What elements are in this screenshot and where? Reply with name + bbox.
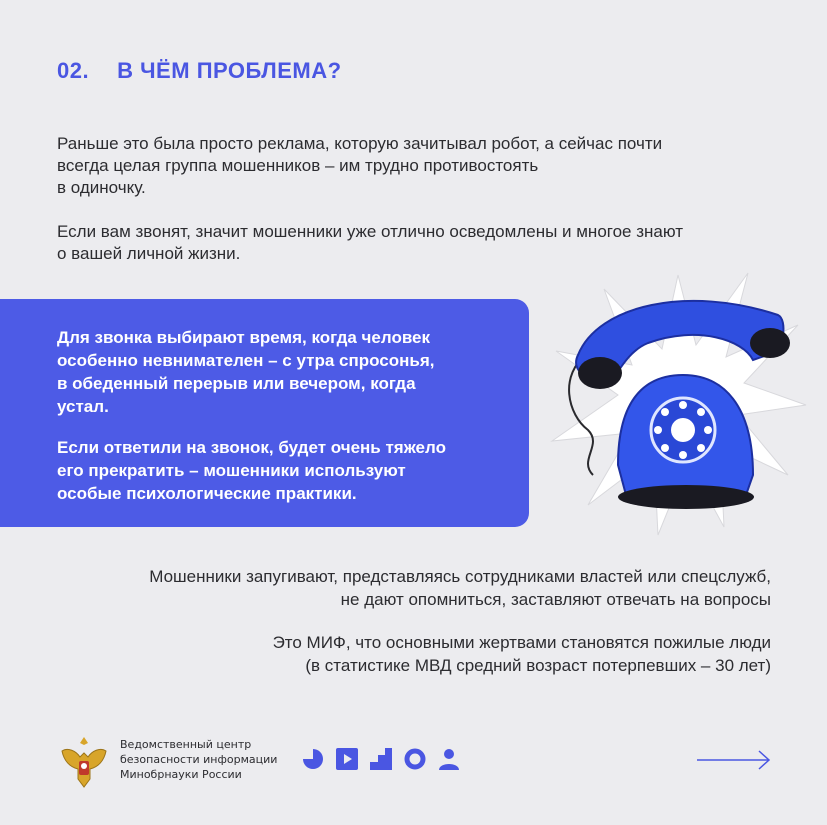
circle-icon <box>404 748 426 770</box>
rotary-phone-illustration <box>548 265 808 545</box>
stairs-icon <box>370 748 392 770</box>
intro-paragraph-1: Раньше это была просто реклама, которую зачитывал робот, а сейчас почти всегда целая группа мошенников – им трудно противостоять в одиночку. <box>57 134 663 197</box>
highlight-paragraph-1: Для звонка выбирают время, когда человек особенно невнимателен – с утра спросонья, в обеденный перерыв или вечером, когда устал. <box>57 328 435 416</box>
slide-heading <box>57 58 342 84</box>
eagle-emblem-icon <box>58 733 110 791</box>
pie-icon <box>302 748 324 770</box>
closing-paragraph-2: Это МИФ, что основными жертвами становятся пожилые люди (в статистике МВД средний возраст потерпевших – 30 лет) <box>272 633 771 675</box>
highlight-paragraph-2: Если ответили на звонок, будет очень тяжело его прекратить – мошенники используют особые психологические практики. <box>57 438 446 503</box>
person-icon <box>438 748 460 770</box>
organization-name: Ведомственный центр безопасности информации Минобрнауки России <box>120 738 278 781</box>
play-icon <box>336 748 358 770</box>
intro-paragraph-2: Если вам звонят, значит мошенники уже отлично осведомлены и многое знают о вашей личной жизни. <box>57 222 684 263</box>
arrow-right-icon[interactable] <box>697 749 771 771</box>
closing-paragraph-1: Мошенники запугивают, представляясь сотрудниками властей или спецслужб, не дают опомниться, заставляют отвечать на вопросы <box>149 567 771 609</box>
heading-number: 02. <box>57 58 90 83</box>
heading-title: В ЧЁМ ПРОБЛЕМА? <box>117 58 342 83</box>
brand-icons-row <box>302 748 460 770</box>
